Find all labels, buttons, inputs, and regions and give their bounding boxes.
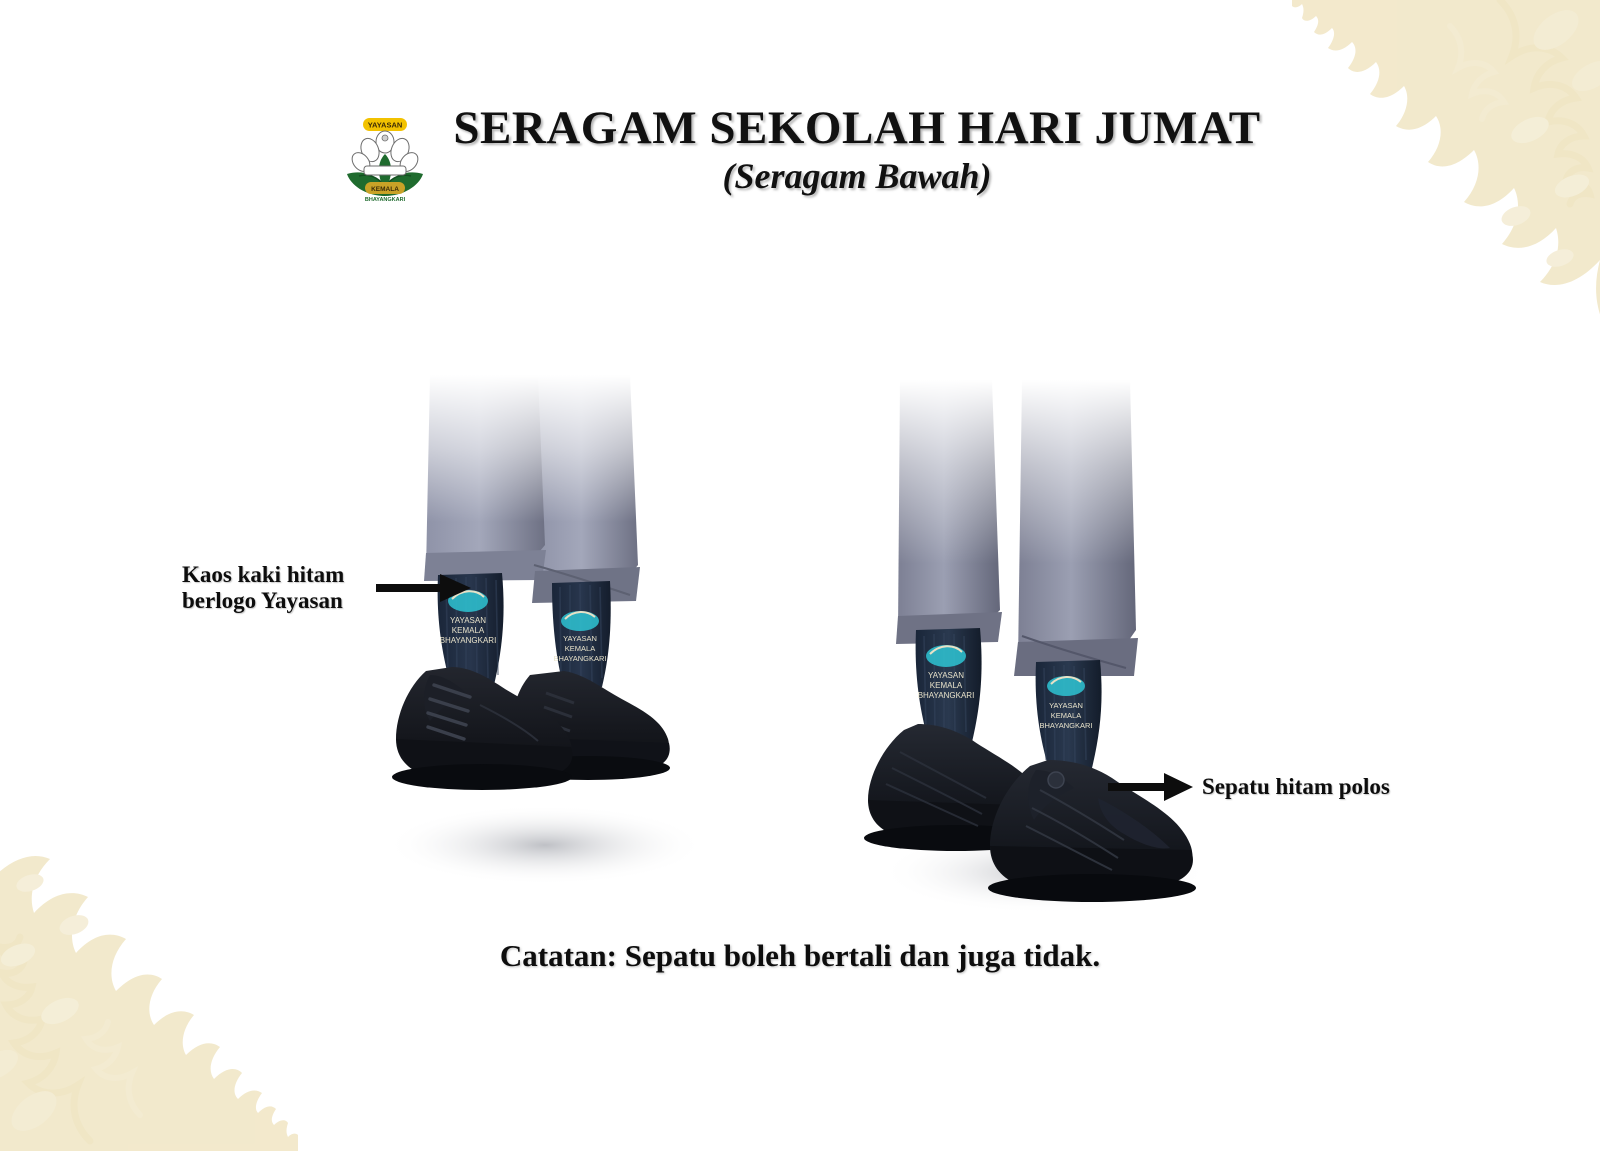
- page-title: SERAGAM SEKOLAH HARI JUMAT: [453, 102, 1261, 154]
- page-subtitle: (Seragam Bawah): [722, 156, 992, 197]
- note-text: Catatan: Sepatu boleh bertali dan juga tidak.: [499, 938, 1101, 973]
- callout-shoes: [1108, 770, 1390, 804]
- arrow-right-icon: [1108, 770, 1194, 804]
- svg-text:YAYASAN: YAYASAN: [563, 634, 597, 643]
- callout-shoes-label: Sepatu hitam polos: [1202, 773, 1390, 799]
- svg-text:YAYASAN: YAYASAN: [927, 671, 965, 680]
- callout-socks-line1: Kaos kaki hitam: [182, 562, 345, 587]
- svg-text:BHAYANGKARI: BHAYANGKARI: [917, 691, 975, 700]
- page-header: [0, 104, 1600, 204]
- svg-text:BHAYANGKARI: BHAYANGKARI: [1039, 721, 1093, 730]
- svg-text:KEMALA: KEMALA: [1050, 711, 1082, 720]
- arrow-right-icon: [376, 571, 472, 605]
- svg-text:BHAYANGKARI: BHAYANGKARI: [365, 197, 406, 203]
- svg-text:KEMALA: KEMALA: [564, 644, 596, 653]
- svg-text:KEMALA: KEMALA: [929, 681, 963, 690]
- svg-text:KEMALA: KEMALA: [371, 186, 400, 193]
- callout-socks: [182, 562, 482, 615]
- title-block: [453, 104, 1260, 199]
- callout-socks-label: [182, 562, 368, 615]
- photo-right-shoes: [840, 380, 1260, 920]
- yayasan-logo: [339, 112, 431, 204]
- svg-text:YAYASAN: YAYASAN: [1049, 701, 1083, 710]
- svg-text:YAYASAN: YAYASAN: [449, 616, 487, 625]
- svg-text:BHAYANGKARI: BHAYANGKARI: [553, 654, 607, 663]
- svg-text:YAYASAN: YAYASAN: [368, 120, 403, 130]
- svg-text:BHAYANGKARI: BHAYANGKARI: [439, 636, 497, 645]
- svg-text:KEMALA: KEMALA: [451, 626, 485, 635]
- callout-socks-line2: berlogo Yayasan: [182, 588, 343, 614]
- photo-left-shoes: [330, 375, 760, 895]
